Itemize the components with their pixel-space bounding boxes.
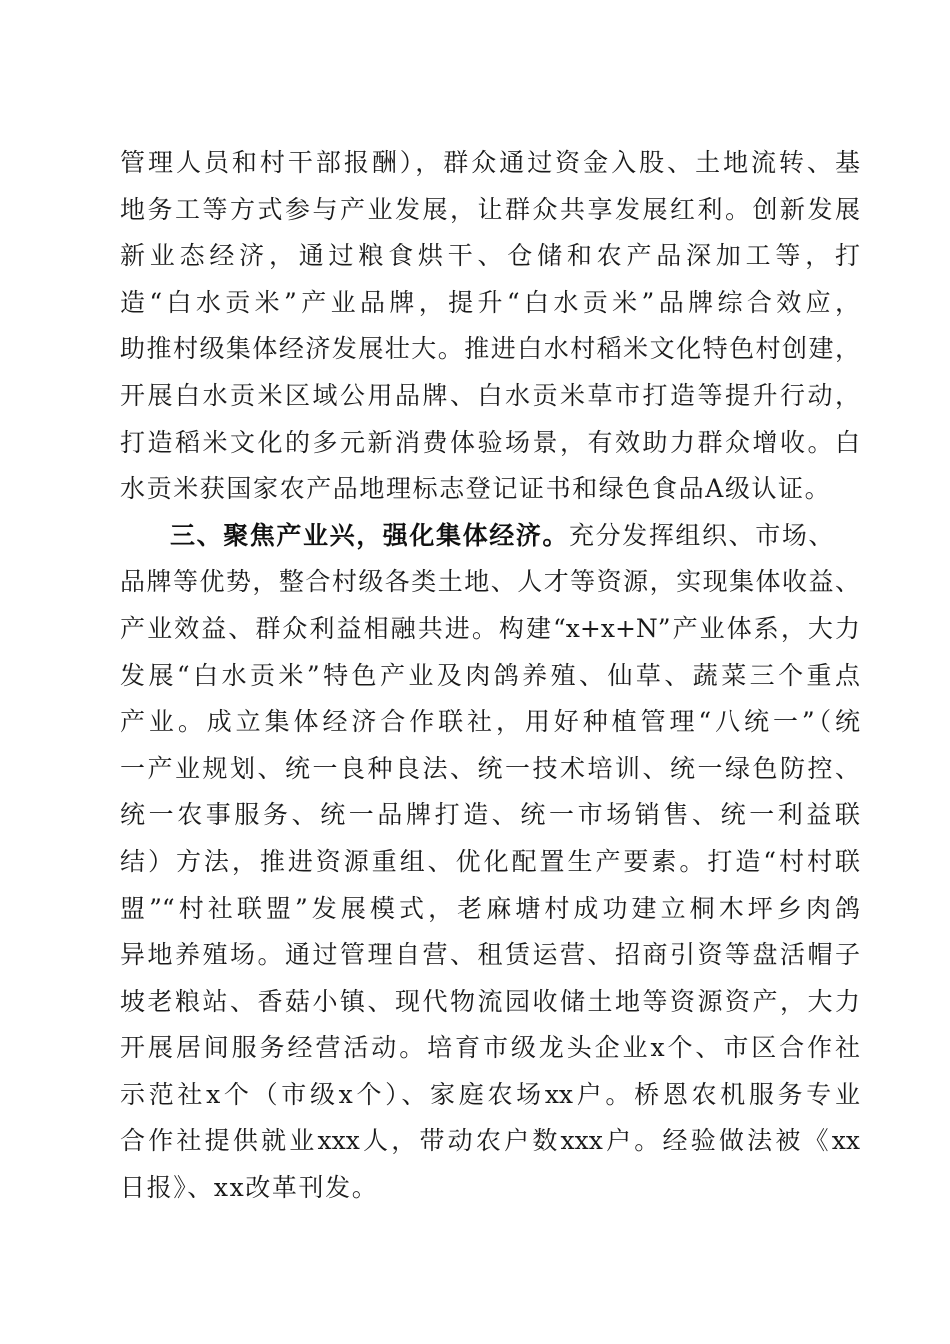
section3-line-3: 产业效益、群众利益相融共进。构建“x+x+N”产业体系，大力 — [120, 613, 860, 643]
paragraph1-line-8: 水贡米获国家农产品地理标志登记证书和绿色食品A级认证。 — [120, 474, 832, 504]
section3-line-2: 品牌等优势，整合村级各类土地、人才等资源，实现集体收益、 — [120, 567, 860, 597]
section3-line-6: 一产业规划、统一良种良法、统一技术培训、统一绿色防控、 — [120, 753, 860, 783]
paragraph1-line-7: 打造稻米文化的多元新消费体验场景，有效助力群众增收。白 — [120, 427, 860, 457]
paragraph1-line-2: 地务工等方式参与产业发展，让群众共享发展红利。创新发展 — [120, 194, 860, 224]
paragraph1-line-5: 助推村级集体经济发展壮大。推进白水村稻米文化特色村创建， — [120, 334, 860, 364]
section3-line-7: 统一农事服务、统一品牌打造、统一市场销售、统一利益联 — [120, 800, 860, 830]
section3-line-13: 示范社x个（市级x个）、家庭农场xx户。桥恩农机服务专业 — [120, 1079, 860, 1109]
section3-first-line — [120, 513, 860, 560]
section3-line-8: 结）方法，推进资源重组、优化配置生产要素。打造“村村联 — [120, 846, 860, 876]
section3-line-5: 产业。成立集体经济合作联社，用好种植管理“八统一”（统 — [120, 707, 860, 737]
section3-line-15: 日报》、xx改革刊发。 — [120, 1173, 379, 1203]
section3-heading: 三、聚焦产业兴，强化集体经济。 — [170, 520, 570, 550]
section3-line-11: 坡老粮站、香菇小镇、现代物流园收储土地等资源资产，大力 — [120, 986, 860, 1016]
paragraph1-line-4: 造“白水贡米”产业品牌，提升“白水贡米”品牌综合效应， — [120, 287, 860, 317]
document-body — [120, 140, 860, 1212]
section3-first-line-text: 充分发挥组织、市场、 — [569, 520, 836, 550]
section3-line-4: 发展“白水贡米”特色产业及肉鸽养殖、仙草、蔬菜三个重点 — [120, 660, 860, 690]
section3-line-9: 盟”“村社联盟”发展模式，老麻塘村成功建立桐木坪乡肉鸽 — [120, 893, 860, 923]
paragraph1-line-6: 开展白水贡米区域公用品牌、白水贡米草市打造等提升行动， — [120, 380, 860, 410]
paragraph1-line-3: 新业态经济，通过粮食烘干、仓储和农产品深加工等，打 — [120, 241, 860, 271]
section3-line-14: 合作社提供就业xxx人，带动农户数xxx户。经验做法被《xx — [120, 1126, 860, 1156]
section3-line-12: 开展居间服务经营活动。培育市级龙头企业x个、市区合作社 — [120, 1033, 860, 1063]
paragraph1-line-1: 管理人员和村干部报酬），群众通过资金入股、土地流转、基 — [120, 148, 860, 177]
section3-line-10: 异地养殖场。通过管理自营、租赁运营、招商引资等盘活帽子 — [120, 940, 860, 970]
